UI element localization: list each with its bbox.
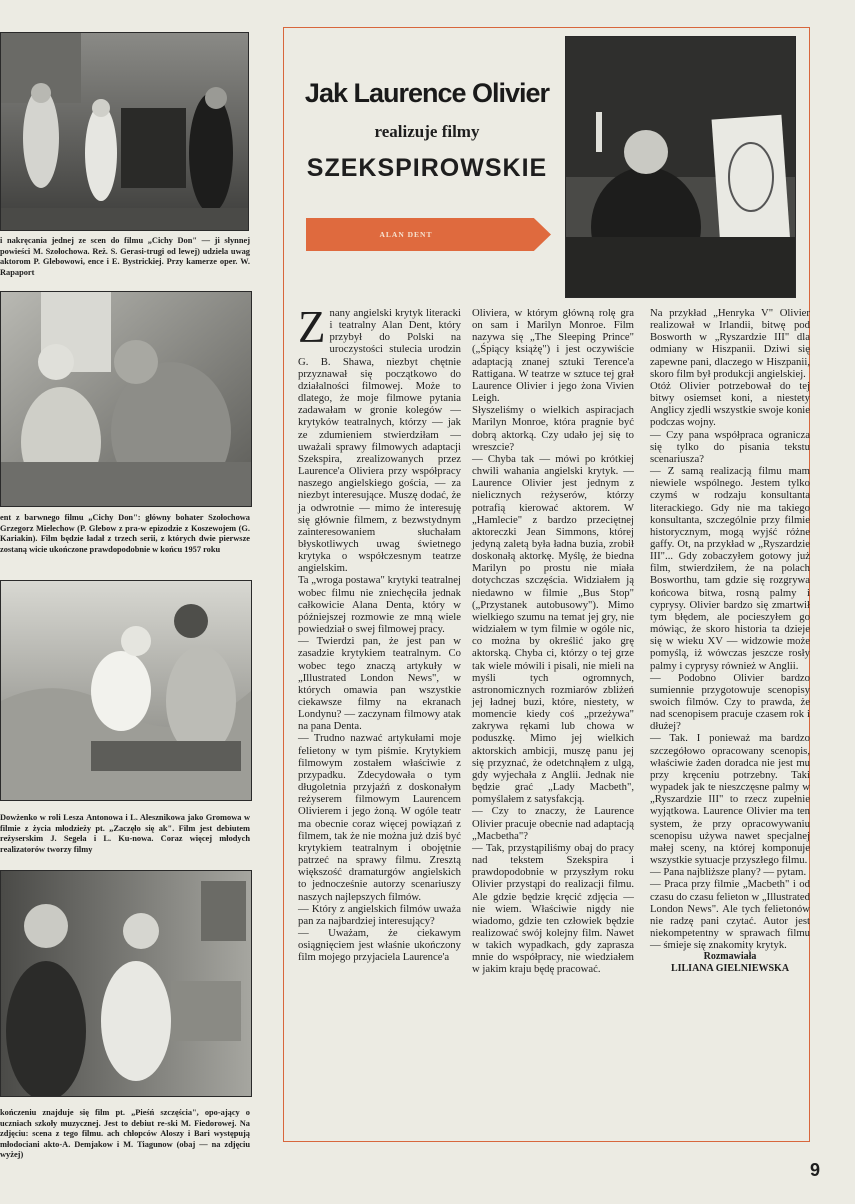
article-paragraph: Otóż Olivier potrzebował do tej bitwy osiemset koni, a niestety Anglicy zjedli wszystkie swoje konie podczas wojny.: [650, 379, 810, 429]
author-name: ALAN DENT: [379, 230, 433, 239]
page-number: 9: [810, 1160, 821, 1180]
article-paragraph: — Twierdzi pan, że jest pan w zasadzie krytykiem teatralnym. Co wobec tego znaczą artykuły w „Illustrated London News", w których omawia pan wszystkie ciekawsze filmy na ekranach Londynu? — zaczynam filmowy atak na pana Denta.: [298, 635, 461, 733]
photo-caption-1: i nakręcania jednej ze scen do filmu „Cichy Don" — ji słynnej powieści M. Szołochowa. Reż. S. Gerasi-trugi od lewej) udziela uwag aktorom P. Glebowowi, ence i E. Bystrickiej. Przy kamerze oper. W. Rapaport: [0, 236, 250, 277]
article-paragraph: — Tak, przystąpiliśmy obaj do pracy nad tekstem Szekspira i prawdopodobnie w przyszłym roku Olivier przystąpi do realizacji filmu. Ale gdzie będzie kręcić zdjęcia — nie wiem. Właściwie nigdy nie wiadomo, gdzie ten człowiek będzie realizować swój kolejny film. Nawet w takich wypadkach, gdy zaprasza mnie do współpracy, nie wiedziałem w jakim kraju będę pracować.: [472, 841, 634, 976]
article-column-3: [650, 307, 810, 976]
signature-label: Rozmawiała: [703, 951, 757, 963]
article-paragraph: Słyszeliśmy o wielkich aspiracjach Marilyn Monroe, która pragnie być dobrą aktorką. Czy udało jej się to wreszcie?: [472, 404, 634, 453]
article-paragraph: Ta „wroga postawa" krytyki teatralnej wobec filmu nie zniechęciła jednak całkowicie Alana Denta, który w późniejszej rozmowie ze mną wiele powiedział o swej filmowej pracy.: [298, 574, 461, 636]
article-paragraph: Oliviera, w którym główną rolę gra on sam i Marilyn Monroe. Film nazywa się „The Sleeping Prince" („Śpiący książę") i jest oczywiście adaptacją znanej sztuki Terence'a Rattigana. W teatrze w sztuce tej grał Laurence Olivier i jego żona Vivien Leigh.: [472, 307, 634, 405]
article-paragraph: — Trudno nazwać artykułami moje felietony w tym piśmie. Krytykiem filmowym zostałem właściwie z przypadku. Zdecydowała o tym długoletnia przyjaźń z doskonałym reżyserem filmowym Laurencem Olivierem i jego żoną. W ogóle teatr ma obecnie coraz więcej powiązań z filmem, tak że nie można już dziś być krytykiem teatralnym i obojętnie patrzeć na sprawy filmu. Zresztą większość dramaturgów angielskich to jednocześnie autorzy scenariuszy naszych najlepszych filmów.: [298, 732, 461, 903]
article-paragraph: — Chyba tak — mówi po krótkiej chwili wahania angielski krytyk. — Laurence Olivier jest jednym z nielicznych reżyserów, którzy potrafią kierować aktorem. W „Hamlecie" z bardzo przeciętnej aktoreczki Jean Simmons, której jedyną zaletą była ładna buzia, zrobił doskonałą aktorkę. Myślę, że biedna Marilyn po prostu nie miała dotychczas szczęścia. Widziałem ją niedawno w filmie „Bus Stop" („Przystanek autobusowy"). Mimo wielkiego szumu na temat jej gry, nie widziałem w tym filmie w ogóle nic, co można by określić jako grę aktorską. Chyba ci, którzy o tej grze tak wiele mówili i pisali, nie mieli na myśli tych ogromnych, astronomicznych rozmiarów zbliżeń jej ładnej buzi, które, niestety, w momencie kiedy coś „przeżywa" zakrywa rękami lub chowa w poduszkę. Mimo jej wielkich aktorskich ambicji, muszę panu jej się przyznać, że odetchnąłem z ulgą, gdy wyjechała z Anglii. Jednak nie będzie grać „Lady Macbeth", pomyślałem z satysfakcją.: [472, 452, 634, 806]
photo-cichy-don-scene: [0, 291, 252, 507]
article-paragraph: — Uważam, że ciekawym osiągnięciem jest właśnie ukończony film mojego przyjaciela Laurence'a: [298, 926, 461, 964]
article-paragraph: nany angielski krytyk literacki i teatralny Alan Dent, który przybył do Polski na uroczystości stulecia urodzin G. B. Shawa, niezbyt chętnie przyznawał się początkowo do działalności filmowej. Może to dlatego, że moje filmowe pytania zadawałam w gronie kolegów — krytyków teatralnych, którzy — jak ze zdumieniem stwierdziłam — uważali sprawy filmowych adaptacji Szekspira, zrealizowanych przez Laurence'a Oliviera przy współpracy naszego angielskiego gościa, — za niezbyt interesujące. Muszę dodać, że ja odwrotnie — mimo że interesuję się głównie filmem, z bezwstydnym zainteresowaniem słuchałam błyskotliwych uwag świetnego krytyka o współczesnym teatrze angielskim.: [298, 307, 461, 575]
article-column-2: [472, 307, 634, 976]
title-line-2: realizuje filmy: [374, 122, 480, 141]
photo-alan-dent-portrait: [565, 36, 796, 298]
article-paragraph: — Pana najbliższe plany? — pytam.: [650, 866, 807, 879]
photo-film-set: [0, 32, 249, 231]
drop-cap: Z: [298, 302, 326, 352]
article-paragraph: — Który z angielskich filmów uważa pan za najbardziej interesujący?: [298, 902, 461, 927]
article-paragraph: — Czy to znaczy, że Laurence Olivier pracuje obecnie nad adaptacją „Macbetha"?: [472, 805, 634, 842]
photo-zaczelo-sie-tak: [0, 580, 252, 801]
title-line-3: SZEKSPIROWSKIE: [306, 154, 548, 182]
signature-name: LILIANA GIELNIEWSKA: [670, 963, 790, 975]
title-line-1: Jak Laurence Olivier: [304, 78, 550, 108]
photo-caption-4: kończeniu znajduje się film pt. „Pieśń szczęścia", opo-ający o uczniach szkoły muzycznej. Jest to debiut re-ski M. Fiedorowej. Na zdjęciu: scena z tego filmu. ach chłopców Aloszy i Bari występują młodociani akto-A. Demjakow i M. Tiagunow (obaj — na zdjęciu wyżej): [0, 1108, 250, 1160]
photo-piesn-szczescia: [0, 870, 252, 1097]
article-column-1: [298, 302, 461, 964]
article-paragraph: — Podobno Olivier bardzo sumiennie przygotowuje scenopisy swoich filmów. Czy to prawda, że nad scenopisem pracuje czasem rok i dłużej?: [650, 671, 810, 733]
article-paragraph: — Czy pana współpraca ogranicza się tylko do pisania tekstu scenariusza?: [650, 428, 810, 465]
article-paragraph: Na przykład „Henryka V" Olivier realizował w Irlandii, bitwę pod Bosworth w „Ryszardzie III" dla odmiany w Hiszpanii. Dziwi się zapewne pani, dlaczego w Hiszpanii, skoro film był produkcji angielskiej.: [650, 307, 810, 380]
photo-caption-2: ent z barwnego filmu „Cichy Don": główny bohater Szołochowa Grzegorz Mielechow (P. Glebow z pra-w epizodzie z Koszewojem (G. Kariakin). Film będzie ładał z trzech serii, z których dwie pierwsze zostaną wicie ukończone prawdopodobnie w końcu 1957 roku: [0, 513, 250, 554]
article-paragraph: — Praca przy filmie „Macbeth" i od czasu do czasu felieton w „Illustrated London News". Ale tych felietonów nie radzę pani czytać. Autor jest niekompetentny w sprawach filmu — śmieje się znakomity krytyk.: [650, 878, 810, 952]
article-paragraph: — Tak. I ponieważ ma bardzo szczegółowo opracowany scenopis, właściwie żaden doradca nie jest mu przy kręceniu potrzebny. Taki wypadek jak te nieszczęsne palmy w „Ryszardzie III" to rzecz zupełnie wyjątkowa. Laurence Olivier ma ten system, że przy opracowywaniu scenopisu używa nawet specjalnej małej sceny, na której komponuje wszystkie sytuacje przyszłego filmu.: [650, 732, 810, 867]
photo-caption-3: Dowżenko w roli Leszа Antonowa i L. Alesznikowa jako Gromowa w filmie z życia młodzieży pt. „Zaczęło się ak". Film jest debiutem reżyserskim J. Segela i L. Ku-nowa. Coraz więcej młodych realizatorów tworzy filmy: [0, 813, 250, 854]
article-paragraph: — Z samą realizacją filmu mam niewiele wspólnego. Jestem tylko czymś w rodzaju konsultanta literackiego. Gdy nie ma takiego konsultanta, szczególnie przy filmie historycznym, mogą wyjść różne gaffy. Ot, na przykład w „Ryszardzie III"... Gdy zobaczyłem gotowy już film, stwierdziłem, że na polach Bosworthu, tam gdzie się rozgrywa końcowa bitwa, rosną palmy i cyprysy. Olivier bardzo się zmartwił tym błędem, ale pocieszyłem go mówiąc, że skoro historia ta dzieje się w wieku XV — widzowie może pomyślą, iż wówczas jeszcze rosły palmy i cyprysy również w Anglii.: [650, 465, 810, 672]
